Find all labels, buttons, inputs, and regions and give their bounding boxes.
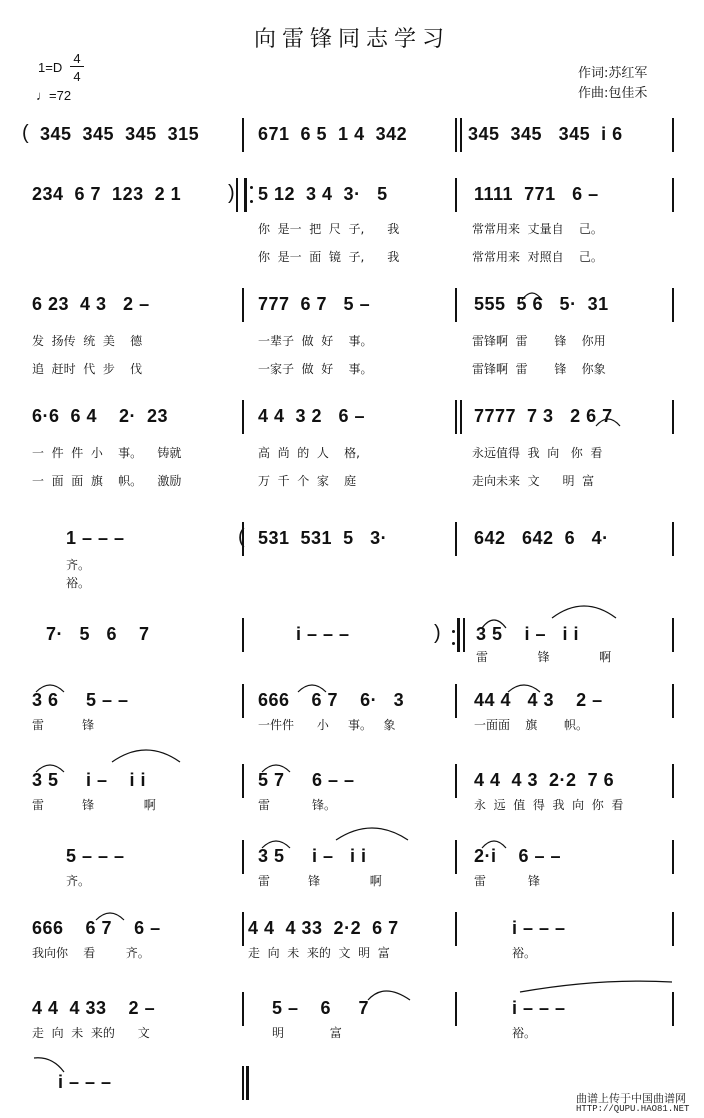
measure: 6 23 4 3 2 – [32, 294, 150, 314]
lyric-line: 一 面 面 旗 帜。 激励 [32, 474, 182, 488]
measure: 6·6 6 4 2· 23 [32, 406, 169, 426]
slur [522, 293, 542, 300]
lyric-line: 齐。 [66, 874, 91, 888]
lyric-line: 裕。 [66, 576, 91, 590]
measure: i – – – [512, 998, 566, 1018]
quarter-note-icon: ♩ [36, 88, 49, 103]
slur [36, 765, 64, 772]
measure: 3 5 i – i i [476, 624, 580, 644]
lyric-line: 雷 锋 啊 [32, 798, 156, 812]
measure: 1111 771 6 – [474, 184, 599, 204]
lyric-line: 明 富 [272, 1026, 342, 1040]
slur [298, 685, 326, 692]
lyric-line: 一面面 旗 帜。 [474, 718, 588, 732]
slur [596, 419, 620, 426]
lyric-line: 常常用来 对照自 己。 [472, 250, 603, 264]
lyric-line: 雷锋啊 雷 锋 你用 [472, 334, 606, 348]
lyric-line: 万 千 个 家 庭 [258, 474, 357, 488]
measure: 4 4 3 2 6 – [258, 406, 366, 426]
slur [482, 841, 506, 848]
lyric-line: 雷锋啊 雷 锋 你象 [472, 362, 606, 376]
slur [36, 685, 64, 692]
composer-credit: 作曲:包佳禾 [578, 86, 648, 101]
lyric-line: 雷 锋 [474, 874, 540, 888]
measure: 4 4 4 3 2·2 7 6 [474, 770, 615, 790]
lyric-line: 追 赶时 代 步 伐 [32, 362, 143, 376]
lyric-line: 永 远 值 得 我 向 你 看 [474, 798, 624, 812]
measure: 234 6 7 123 2 1 [32, 184, 182, 204]
watermark-line-2: HTTP://QUPU.HAO81.NET [576, 1104, 690, 1114]
slur [34, 1058, 64, 1072]
measure: 777 6 7 5 – [258, 294, 371, 314]
slur [552, 606, 616, 618]
slur [262, 765, 290, 772]
lyric-line: 你 是一 把 尺 子, 我 [258, 222, 400, 236]
measure: 671 6 5 1 4 342 [258, 124, 408, 144]
measure: 4 4 4 33 2 – [32, 998, 156, 1018]
lyric-line: 常常用来 丈量自 己。 [472, 222, 603, 236]
measure: 642 642 6 4· [474, 528, 609, 548]
measure: 3 5 i – i i [258, 846, 367, 866]
measure: 666 6 7 6 – [32, 918, 161, 938]
lyric-line: 一家子 做 好 事。 [258, 362, 373, 376]
slur [368, 991, 410, 1000]
measure: 5 – 6 7 [272, 998, 370, 1018]
lyric-line: 雷 锋。 [258, 798, 336, 812]
lyric-line: 齐。 [66, 558, 91, 572]
lyric-line: 走 向 未 来的 文 [32, 1026, 150, 1040]
measure: 3 6 5 – – [32, 690, 129, 710]
lyric-line: 我向你 看 齐。 [32, 946, 150, 960]
lyric-line: 一 件 件 小 事。 铸就 [32, 446, 182, 460]
measure: 44 4 4 3 2 – [474, 690, 603, 710]
measure: 7· 5 6 7 [46, 624, 150, 644]
lyric-line: 雷 锋 [32, 718, 95, 732]
lyric-line: 走 向 未 来的 文 明 富 [248, 946, 390, 960]
slur [336, 828, 408, 840]
measure: 5 12 3 4 3· 5 [258, 184, 388, 204]
lyric-line: 裕。 [512, 946, 537, 960]
measure: 3 5 i – i i [32, 770, 147, 790]
lyric-line: 一辈子 做 好 事。 [258, 334, 373, 348]
measure: i – – – [296, 624, 350, 644]
lyric-line: 高 尚 的 人 格, [258, 446, 360, 460]
measure: 345 345 345 315 [40, 124, 200, 144]
key-signature: 1=D [38, 60, 63, 75]
lyric-line: 裕。 [512, 1026, 537, 1040]
parenthesis-open: ( [22, 122, 30, 144]
lyric-line: 永远值得 我 向 你 看 [472, 446, 603, 460]
measure: i – – – [512, 918, 566, 938]
slur [96, 913, 124, 920]
slur [508, 685, 540, 692]
lyric-line: 你 是一 面 镜 子, 我 [258, 250, 400, 264]
lyric-line: 走向未来 文 明 富 [472, 474, 595, 488]
measure: 531 531 5 3· [258, 528, 388, 548]
slur [112, 750, 180, 762]
lyric-line: 雷 锋 啊 [476, 650, 612, 664]
measure: i – – – [58, 1072, 112, 1092]
measure: 7777 7 3 2 6 7 [474, 406, 613, 426]
lyric-line: 雷 锋 啊 [258, 874, 382, 888]
measure: 5 7 6 – – [258, 770, 355, 790]
measure: 5 – – – [66, 846, 125, 866]
slur [262, 841, 290, 848]
measure: 555 5 6 5· 31 [474, 294, 609, 314]
measure: 345 345 345 i 6 [468, 124, 623, 144]
measure: 2·i 6 – – [474, 846, 562, 866]
measure: 1 – – – [66, 528, 125, 548]
slur [482, 620, 506, 628]
page-title: 向雷锋同志学习 [253, 27, 450, 52]
tempo-value: =72 [49, 88, 72, 103]
time-signature-bottom: 4 [73, 69, 81, 84]
measure: 666 6 7 6· 3 [258, 690, 405, 710]
time-signature-top: 4 [73, 51, 81, 66]
watermark-line-1: 曲谱上传于中国曲谱网 [576, 1092, 686, 1105]
lyricist-credit: 作词:苏红军 [578, 66, 648, 81]
slur [520, 981, 672, 992]
lyric-line: 一件件 小 事。 象 [258, 718, 396, 732]
parenthesis-close: ) [228, 182, 236, 204]
lyric-line: 发 扬传 统 美 德 [32, 334, 143, 348]
measure: 4 4 4 33 2·2 6 7 [248, 918, 399, 938]
parenthesis-open: ( [238, 526, 246, 548]
parenthesis-close: ) [434, 622, 442, 644]
